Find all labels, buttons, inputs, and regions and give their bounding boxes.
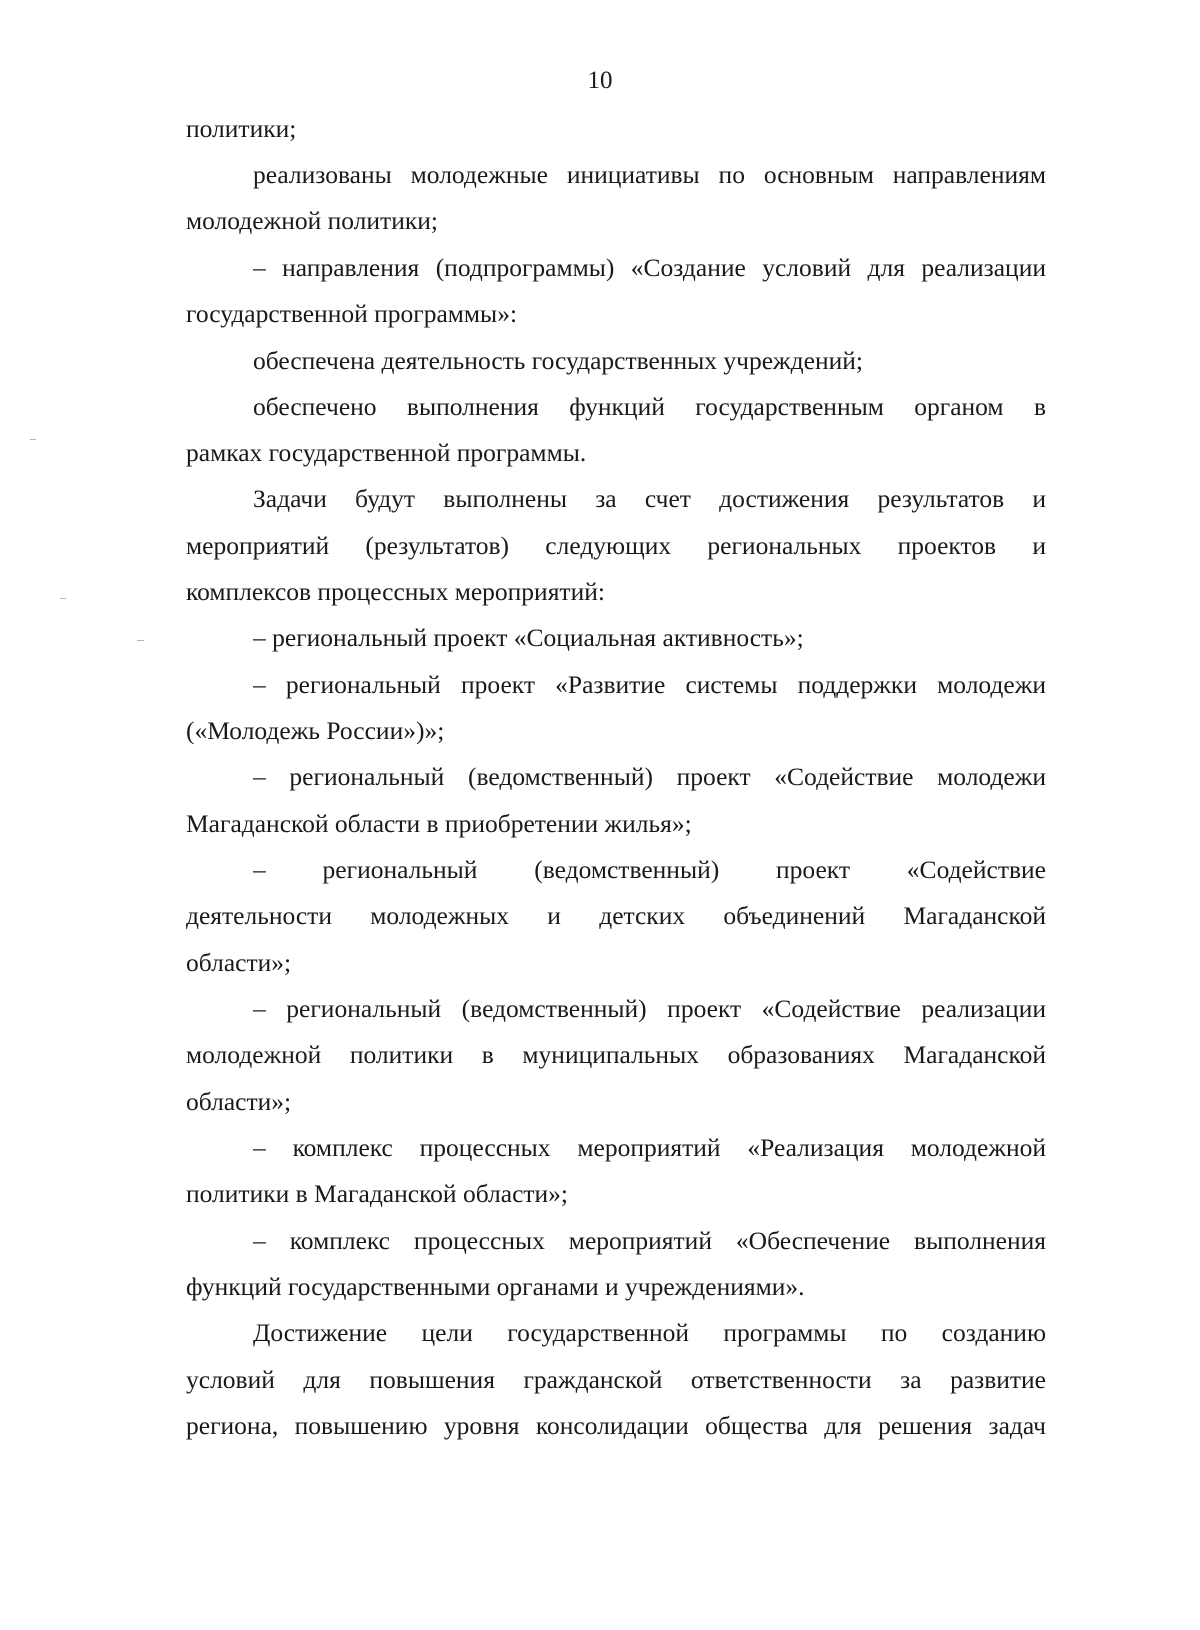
text-line: обеспечена деятельность государственных учреждений; — [253, 346, 863, 375]
text-line: – комплекс процессных мероприятий «Реализация молодежной — [253, 1133, 1046, 1162]
text-line: – региональный (ведомственный) проект «Содействие реализации — [253, 994, 1046, 1023]
text-line: условий для повышения гражданской ответственности за развитие — [186, 1365, 1046, 1394]
text-line: политики; — [186, 114, 297, 143]
text-line: – комплекс процессных мероприятий «Обеспечение выполнения — [253, 1226, 1046, 1255]
text-line: реализованы молодежные инициативы по основным направлениям — [253, 160, 1046, 189]
text-line: региона, повышению уровня консолидации общества для решения задач — [186, 1411, 1046, 1440]
text-line: – региональный проект «Социальная активность»; — [253, 623, 804, 652]
scan-mark — [137, 640, 144, 641]
text-line: обеспечено выполнения функций государственным органом в — [253, 392, 1046, 421]
page-number: 10 — [587, 67, 613, 94]
text-line: мероприятий (результатов) следующих региональных проектов и — [186, 531, 1046, 560]
text-line: Магаданской области в приобретении жилья»; — [186, 809, 692, 838]
text-line: комплексов процессных мероприятий: — [186, 577, 605, 606]
text-line: молодежной политики в муниципальных образованиях Магаданской — [186, 1040, 1046, 1069]
text-line: («Молодежь России»)»; — [186, 716, 445, 745]
text-line: Задачи будут выполнены за счет достижения результатов и — [253, 484, 1046, 513]
text-line: – региональный (ведомственный) проект «Содействие молодежи — [253, 762, 1046, 791]
scan-mark — [30, 439, 36, 440]
text-line: молодежной политики; — [186, 206, 438, 235]
text-line: – направления (подпрограммы) «Создание условий для реализации — [253, 253, 1046, 282]
scan-mark — [60, 598, 66, 599]
text-line: области»; — [186, 948, 292, 977]
text-line: функций государственными органами и учреждениями». — [186, 1272, 805, 1301]
text-line: области»; — [186, 1087, 292, 1116]
text-line: Достижение цели государственной программы по созданию — [253, 1318, 1046, 1347]
text-line: рамках государственной программы. — [186, 438, 587, 467]
text-line: – региональный (ведомственный) проект «Содействие — [253, 855, 1046, 884]
text-line: деятельности молодежных и детских объединений Магаданской — [186, 901, 1046, 930]
text-line: политики в Магаданской области»; — [186, 1179, 569, 1208]
text-line: государственной программы»: — [186, 299, 518, 328]
text-line: – региональный проект «Развитие системы поддержки молодежи — [253, 670, 1046, 699]
